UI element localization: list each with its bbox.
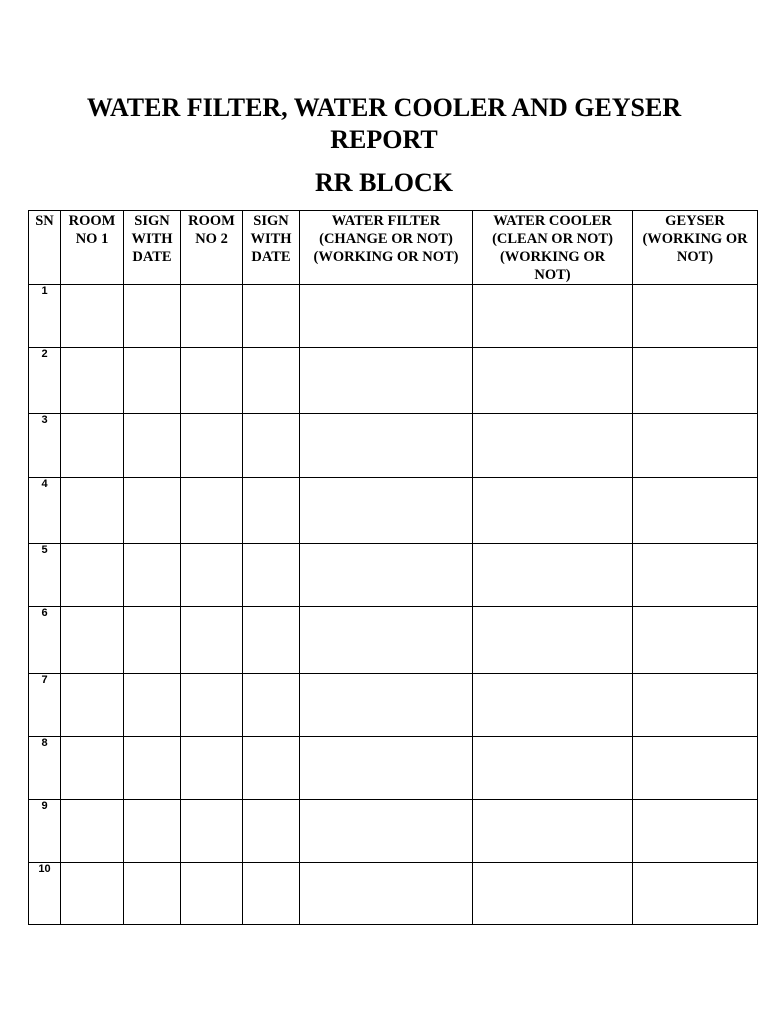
column-header-geyser: [633, 211, 758, 285]
blank-entry-cell[interactable]: [124, 800, 181, 863]
blank-entry-cell[interactable]: [124, 348, 181, 414]
blank-entry-cell[interactable]: [473, 414, 633, 478]
column-header-sign-with-date-2: [243, 211, 300, 285]
column-header-text: SN: [35, 213, 54, 229]
column-header-text: (WORKING OR: [499, 249, 606, 265]
table-row: [29, 414, 758, 478]
column-header-text: WITH: [131, 231, 173, 247]
blank-entry-cell[interactable]: [243, 348, 300, 414]
column-header-text: (WORKING OR: [642, 231, 748, 247]
blank-entry-cell[interactable]: [473, 478, 633, 544]
row-serial-number: 9: [29, 800, 61, 863]
row-serial-number: 8: [29, 737, 61, 800]
blank-entry-cell[interactable]: [633, 607, 758, 674]
column-header-text: NO 2: [195, 231, 228, 247]
blank-entry-cell[interactable]: [61, 544, 124, 607]
column-header-text: GEYSER: [665, 213, 725, 229]
row-serial-number: 5: [29, 544, 61, 607]
blank-entry-cell[interactable]: [124, 737, 181, 800]
table-row: [29, 285, 758, 348]
column-header-text: ROOM: [68, 213, 116, 229]
blank-entry-cell[interactable]: [181, 348, 243, 414]
blank-entry-cell[interactable]: [61, 800, 124, 863]
blank-entry-cell[interactable]: [61, 737, 124, 800]
row-serial-number: 7: [29, 674, 61, 737]
column-header-text: SIGN: [134, 213, 170, 229]
blank-entry-cell[interactable]: [61, 607, 124, 674]
blank-entry-cell[interactable]: [61, 414, 124, 478]
blank-entry-cell[interactable]: [300, 348, 473, 414]
blank-entry-cell[interactable]: [300, 674, 473, 737]
blank-entry-cell[interactable]: [124, 544, 181, 607]
blank-entry-cell[interactable]: [61, 674, 124, 737]
blank-entry-cell[interactable]: [300, 285, 473, 348]
blank-entry-cell[interactable]: [181, 674, 243, 737]
blank-entry-cell[interactable]: [300, 607, 473, 674]
blank-entry-cell[interactable]: [61, 348, 124, 414]
row-serial-number: 4: [29, 478, 61, 544]
blank-entry-cell[interactable]: [300, 414, 473, 478]
column-header-text: NOT): [534, 267, 571, 283]
column-header-sn: [29, 211, 61, 285]
table-row: [29, 800, 758, 863]
block-subtitle: RR BLOCK: [315, 168, 453, 197]
blank-entry-cell[interactable]: [633, 800, 758, 863]
blank-entry-cell[interactable]: [124, 674, 181, 737]
column-header-water-cooler: [473, 211, 633, 285]
table-row: [29, 863, 758, 925]
column-header-room-no-2: [181, 211, 243, 285]
blank-entry-cell[interactable]: [181, 737, 243, 800]
blank-entry-cell[interactable]: [243, 478, 300, 544]
column-header-text: WATER FILTER: [331, 213, 441, 229]
table-header-row: [29, 211, 758, 285]
blank-entry-cell[interactable]: [633, 478, 758, 544]
blank-entry-cell[interactable]: [473, 285, 633, 348]
blank-entry-cell[interactable]: [633, 348, 758, 414]
blank-entry-cell[interactable]: [300, 478, 473, 544]
report-title: WATER FILTER, WATER COOLER AND GEYSER: [86, 93, 682, 122]
report-title-continued: REPORT: [330, 125, 438, 154]
blank-entry-cell[interactable]: [633, 414, 758, 478]
report-table: [28, 210, 758, 925]
row-serial-number: 10: [29, 863, 61, 925]
blank-entry-cell[interactable]: [633, 863, 758, 925]
blank-entry-cell[interactable]: [473, 607, 633, 674]
column-header-sign-with-date-1: [124, 211, 181, 285]
column-header-text: DATE: [251, 249, 291, 265]
blank-entry-cell[interactable]: [300, 800, 473, 863]
blank-entry-cell[interactable]: [243, 737, 300, 800]
blank-entry-cell[interactable]: [181, 800, 243, 863]
column-header-text: (CLEAN OR NOT): [492, 231, 613, 247]
table-row: [29, 544, 758, 607]
table-body: [29, 285, 758, 925]
blank-entry-cell[interactable]: [61, 478, 124, 544]
blank-entry-cell[interactable]: [124, 863, 181, 925]
column-header-room-no-1: [61, 211, 124, 285]
blank-entry-cell[interactable]: [181, 414, 243, 478]
column-header-text: NOT): [676, 249, 714, 265]
blank-entry-cell[interactable]: [181, 607, 243, 674]
blank-entry-cell[interactable]: [473, 348, 633, 414]
table-row: [29, 674, 758, 737]
row-serial-number: 6: [29, 607, 61, 674]
table-row: [29, 348, 758, 414]
row-serial-number: 3: [29, 414, 61, 478]
blank-entry-cell[interactable]: [181, 544, 243, 607]
blank-entry-cell[interactable]: [633, 674, 758, 737]
blank-entry-cell[interactable]: [61, 863, 124, 925]
blank-entry-cell[interactable]: [633, 737, 758, 800]
column-header-text: SIGN: [253, 213, 289, 229]
row-serial-number: 2: [29, 348, 61, 414]
blank-entry-cell[interactable]: [473, 737, 633, 800]
blank-entry-cell[interactable]: [243, 544, 300, 607]
blank-entry-cell[interactable]: [181, 478, 243, 544]
blank-entry-cell[interactable]: [243, 800, 300, 863]
table-row: [29, 737, 758, 800]
blank-entry-cell[interactable]: [181, 285, 243, 348]
blank-entry-cell[interactable]: [243, 285, 300, 348]
blank-entry-cell[interactable]: [473, 863, 633, 925]
blank-entry-cell[interactable]: [124, 285, 181, 348]
column-header-text: ROOM: [188, 213, 235, 229]
table-row: [29, 607, 758, 674]
column-header-water-filter: [300, 211, 473, 285]
table-row: [29, 478, 758, 544]
blank-entry-cell[interactable]: [243, 607, 300, 674]
blank-entry-cell[interactable]: [300, 737, 473, 800]
blank-entry-cell[interactable]: [633, 544, 758, 607]
blank-entry-cell[interactable]: [473, 674, 633, 737]
blank-entry-cell[interactable]: [61, 285, 124, 348]
blank-entry-cell[interactable]: [243, 414, 300, 478]
blank-entry-cell[interactable]: [300, 544, 473, 607]
column-header-text: DATE: [132, 249, 172, 265]
column-header-text: WITH: [250, 231, 292, 247]
blank-entry-cell[interactable]: [633, 285, 758, 348]
column-header-text: WATER COOLER: [493, 213, 612, 229]
blank-entry-cell[interactable]: [124, 478, 181, 544]
blank-entry-cell[interactable]: [473, 544, 633, 607]
blank-entry-cell[interactable]: [181, 863, 243, 925]
blank-entry-cell[interactable]: [473, 800, 633, 863]
blank-entry-cell[interactable]: [243, 674, 300, 737]
column-header-text: (CHANGE OR NOT): [319, 231, 453, 247]
column-header-text: NO 1: [75, 231, 109, 247]
blank-entry-cell[interactable]: [300, 863, 473, 925]
row-serial-number: 1: [29, 285, 61, 348]
blank-entry-cell[interactable]: [124, 607, 181, 674]
blank-entry-cell[interactable]: [124, 414, 181, 478]
blank-entry-cell[interactable]: [243, 863, 300, 925]
column-header-text: (WORKING OR NOT): [313, 249, 459, 265]
